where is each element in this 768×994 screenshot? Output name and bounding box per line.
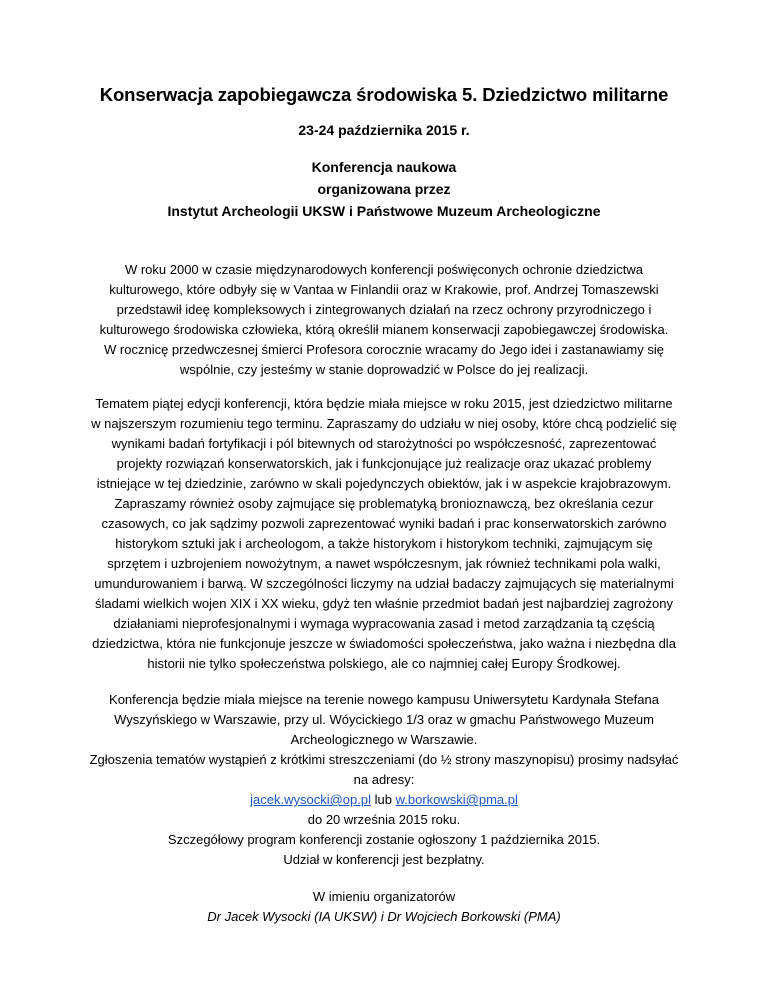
signature-names: Dr Jacek Wysocki (IA UKSW) i Dr Wojciech Borkowski (PMA) — [207, 909, 561, 924]
email-link-wysocki[interactable]: jacek.wysocki@op.pl — [250, 792, 371, 807]
signature-on-behalf: W imieniu organizatorów — [312, 889, 456, 904]
email-line — [88, 790, 680, 810]
paragraph-line: W roku 2000 w czasie międzynarodowych konferencji poświęconych ochronie dziedzictwa — [124, 262, 644, 277]
paragraph-line: działaniami nieprofesjonalnymi i wymaga wypracowania zasad i metod zarządzania tą częścią — [113, 616, 655, 631]
paragraph-line: historii nie tylko społeczeństwa polskiego, ale co najmniej całej Europy Środkowej. — [147, 656, 621, 671]
paragraph-line: w najszerszym rozumieniu tego terminu. Zapraszamy do udziału w niej osoby, które chcą podzielić się — [91, 416, 677, 431]
email-link-borkowski[interactable]: w.borkowski@pma.pl — [395, 792, 518, 807]
paragraph-line: historykom sztuki jak i archeologom, a także historykom i historykom techniki, zajmującym się — [115, 536, 653, 551]
subtitle-line: organizowana przez — [317, 181, 451, 197]
venue-line: Archeologicznego w Warszawie. — [290, 732, 478, 747]
conference-date: 23-24 października 2015 r. — [298, 122, 470, 138]
paragraph-line: kulturowego środowiska człowieka, którą określił mianem konserwacji zapobiegawczej środowiska. — [99, 322, 669, 337]
venue-line: Wyszyńskiego w Warszawie, przy ul. Wóycickiego 1/3 oraz w gmachu Państwowego Muzeum — [114, 712, 654, 727]
paragraph-line: wynikami badań fortyfikacji i pól bitewnych od starożytności po współczesność, zaprezentować — [111, 436, 657, 451]
submission-line: na adresy: — [353, 772, 415, 787]
paragraph-line: Zapraszamy również osoby zajmujące się problematyką bronioznawczą, bez określania cezur — [114, 496, 654, 511]
intro-paragraph — [88, 260, 680, 380]
paragraph-line: czasowych, co jak sądzimy pozwoli zaprezentować wyniki badań i prac konserwatorskich zarówno — [101, 516, 667, 531]
paragraph-line: umundurowaniem i barwą. W szczególności liczymy na udział badaczy zajmujących się materialnymi — [94, 576, 674, 591]
document-page — [88, 84, 680, 927]
paragraph-line: Tematem piątej edycji konferencji, która będzie miała miejsce w roku 2015, jest dziedzictwo militarne — [95, 396, 673, 411]
signature-block — [88, 887, 680, 927]
document-title: Konserwacja zapobiegawcza środowiska 5. Dziedzictwo militarne — [99, 84, 669, 105]
email-joiner: lub — [374, 792, 396, 807]
info-block — [88, 690, 680, 870]
subtitle-line: Instytut Archeologii UKSW i Państwowe Muzeum Archeologiczne — [167, 203, 601, 219]
paragraph-line: sprzętem i uzbrojeniem nowożytnym, a nawet współczesnym, jak również technikami pola walki, — [107, 556, 661, 571]
submission-line: Zgłoszenia tematów wystąpień z krótkimi streszczeniami (do ½ strony maszynopisu) prosimy nadsyłać — [89, 752, 679, 767]
fee-note: Udział w konferencji jest bezpłatny. — [283, 852, 485, 867]
organizer-heading — [88, 156, 680, 222]
program-note: Szczegółowy program konferencji zostanie ogłoszony 1 października 2015. — [167, 832, 601, 847]
paragraph-line: przedstawił ideę kompleksowych i zintegrowanych działań na rzecz ochrony przyrodniczego i — [116, 302, 652, 317]
paragraph-line: śladami wielkich wojen XIX i XX wieku, gdyż ten właśnie przedmiot badań jest najbardziej zagrożony — [94, 596, 674, 611]
venue-line: Konferencja będzie miała miejsce na terenie nowego kampusu Uniwersytetu Kardynała Stefana — [109, 692, 659, 707]
paragraph-line: W rocznicę przedwczesnej śmierci Profesora corocznie wracamy do Jego idei i zastanawiamy się — [104, 342, 664, 357]
paragraph-line: dziedzictwa, która nie funkcjonuje jeszcze w świadomości społeczeństwa, jako ważna i niezbędna dla — [92, 636, 676, 651]
paragraph-line: wspólnie, czy jesteśmy w stanie doprowadzić w Polsce do jej realizacji. — [179, 362, 589, 377]
paragraph-line: istniejące w tej dziedzinie, zarówno w skali pojedynczych obiektów, jak i w aspekcie krajobrazowym. — [96, 476, 672, 491]
paragraph-line: kulturowego, które odbyły się w Vantaa w Finlandii oraz w Krakowie, prof. Andrzej Tomaszewski — [109, 282, 659, 297]
paragraph-line: projekty rozwiązań konserwatorskich, jak i funkcjonujące już realizacje oraz ukazać problemy — [116, 456, 652, 471]
topic-paragraph — [88, 394, 680, 674]
subtitle-line: Konferencja naukowa — [311, 159, 457, 175]
deadline-line: do 20 września 2015 roku. — [307, 812, 461, 827]
